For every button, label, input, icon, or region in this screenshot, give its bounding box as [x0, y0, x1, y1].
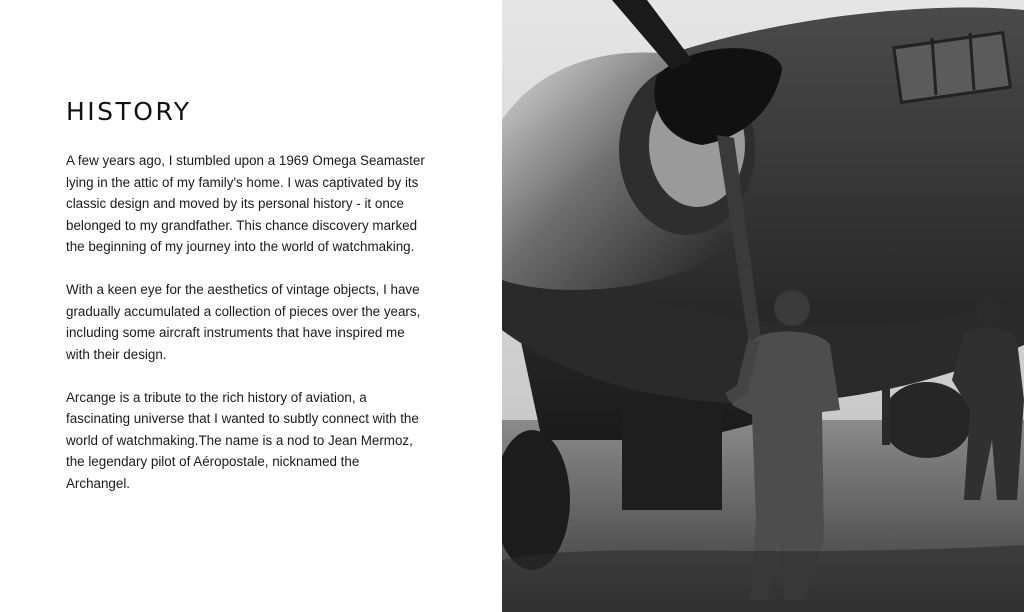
vintage-aircraft-photo [502, 0, 1024, 612]
history-text-panel [0, 0, 502, 612]
history-paragraph-1: A few years ago, I stumbled upon a 1969 Omega Seamaster lying in the attic of my family's home. I was captivated by its classic design and moved by its personal history - it once belonged to my grandfather. This chance discovery marked the beginning of my journey into the world of watchmaking. [66, 153, 425, 254]
history-paragraph-3: Arcange is a tribute to the rich history of aviation, a fascinating universe that I wanted to subtly connect with the world of watchmaking.The name is a nod to Jean Mermoz, the legendary pilot of Aéropostale, nicknamed the Archangel. [66, 389, 419, 491]
history-heading: HISTORY [66, 97, 192, 126]
history-paragraph-2: With a keen eye for the aesthetics of vintage objects, I have gradually accumulated a collection of pieces over the years, including some aircraft instruments that have inspired me with their design. [66, 282, 421, 362]
aircraft-photo-illustration [502, 0, 1024, 612]
history-body [66, 150, 426, 516]
